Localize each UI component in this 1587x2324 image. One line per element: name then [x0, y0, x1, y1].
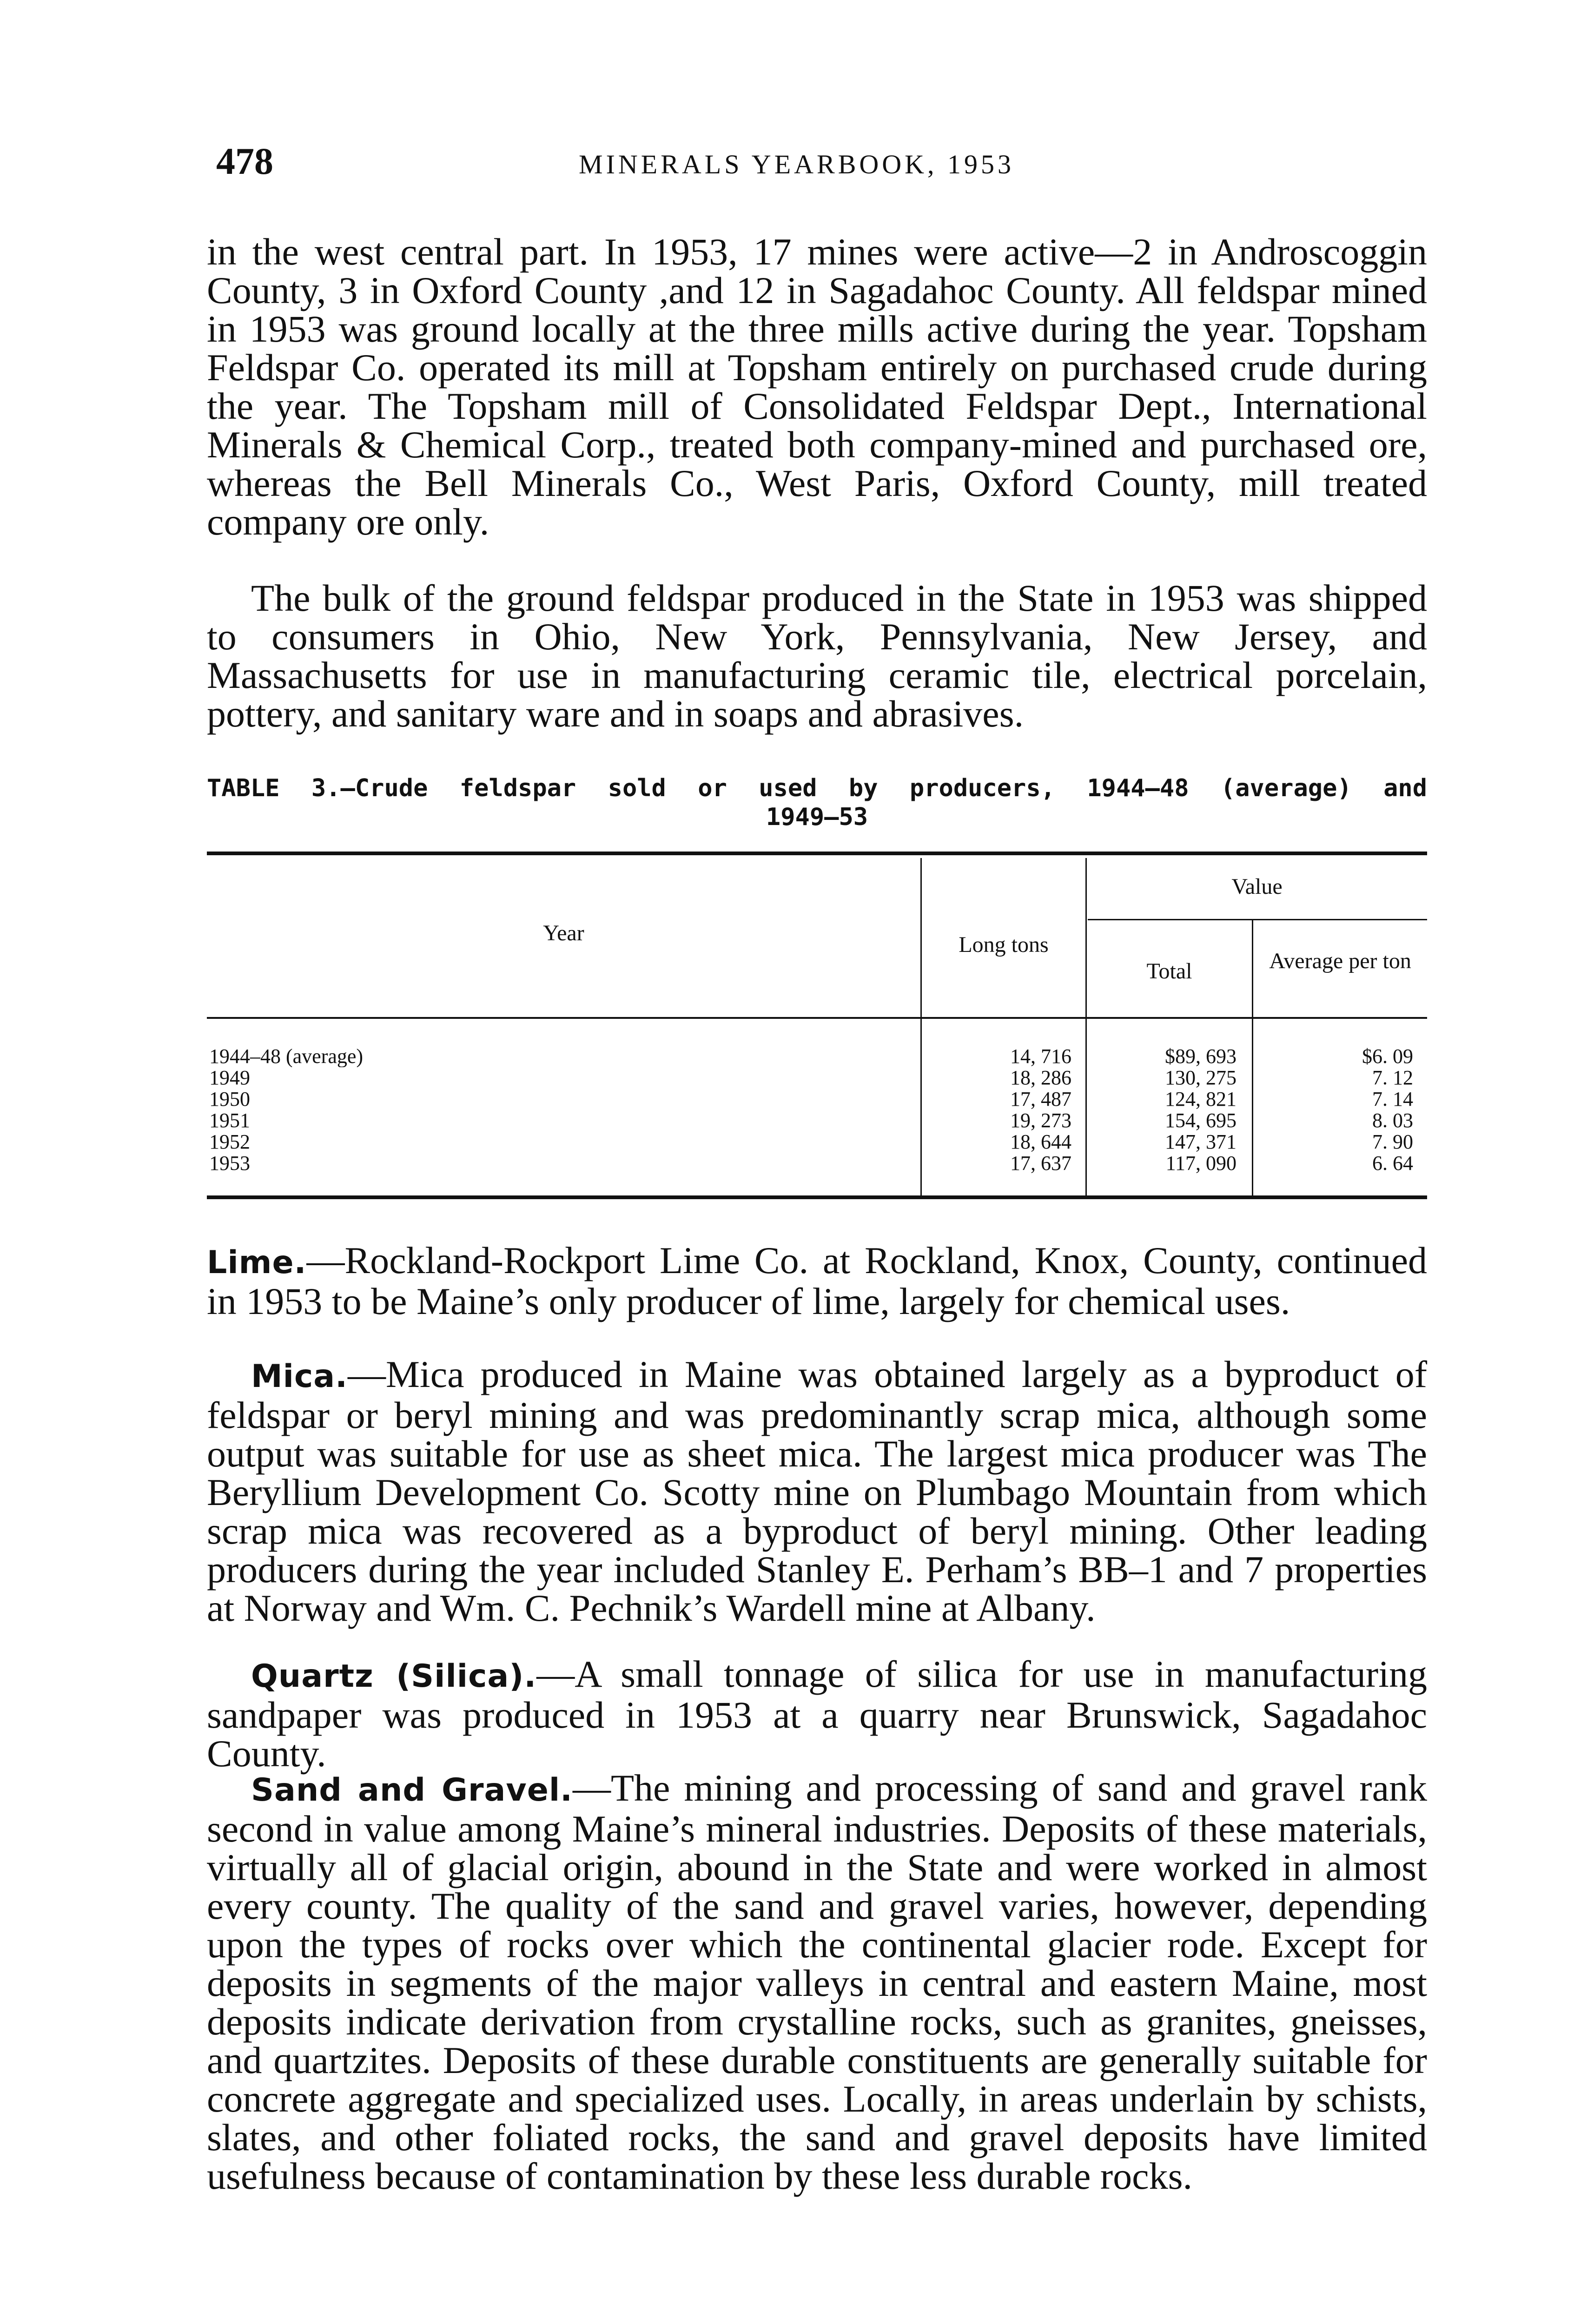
header-average-per-ton: Average per ton: [1269, 949, 1411, 973]
table-header-rule: [207, 1017, 1427, 1019]
table-row: [207, 1067, 1427, 1089]
section-text: —The mining and processing of sand and gravel rank second in value among Maine’s mineral industries. Deposits of these materials, virtually all of glacial origin, abound in the State and were worked in almost every county. The quality of the sand and gravel varies, however, depending upon the types of rocks over which the continental glacier rode. Except for deposits in segments of the major valleys in central and eastern Maine, most deposits indicate derivation from crystalline rocks, such as granites, gneisses, and quartzites. Deposits of these durable constituents are generally suitable for concrete aggregate and specialized uses. Locally, in areas underlain by schists, slates, and other foliated rocks, the sand and gravel deposits have limited usefulness because of contamination by these less durable rocks.: [207, 1767, 1427, 2197]
cell-long-tons: 18, 644: [1010, 1130, 1071, 1153]
cell-average: $6. 09: [1362, 1045, 1413, 1068]
table-caption: [207, 774, 1427, 832]
cell-total: $89, 693: [1165, 1045, 1237, 1068]
section-text: —A small tonnage of silica for use in manufacturing sandpaper was produced in 1953 at a quarry near Brunswick, Sagadahoc County.: [207, 1653, 1428, 1775]
cell-year: 1950: [209, 1089, 252, 1110]
section-lime: [207, 1241, 1427, 1320]
running-title: MINERALS YEARBOOK, 1953: [579, 149, 1015, 179]
section-head: Mica.: [251, 1358, 348, 1395]
cell-average: 6. 64: [1372, 1152, 1413, 1175]
section-text: —Rockland-Rockport Lime Co. at Rockland, Knox, County, continued in 1953 to be Maine’s only producer of lime, largely for chemical uses.: [207, 1239, 1427, 1322]
section-head: Lime.: [207, 1244, 307, 1281]
cell-year: 1953: [209, 1153, 252, 1174]
cell-total: 117, 090: [1165, 1152, 1237, 1175]
cell-year: 1951: [209, 1110, 252, 1131]
section-sand-gravel: [207, 1769, 1427, 2195]
table-row: [207, 1131, 1427, 1153]
cell-total: 130, 275: [1165, 1066, 1237, 1089]
header-year: Year: [543, 921, 584, 945]
section-mica: [207, 1355, 1427, 1627]
section-quartz: [207, 1655, 1427, 1773]
cell-long-tons: 14, 716: [1010, 1045, 1071, 1068]
section-text: —Mica produced in Maine was obtained largely as a byproduct of feldspar or beryl mining and was predominantly scrap mica, although some output was suitable for use as sheet mica. The largest mica producer was The Beryllium Development Co. Scotty mine on Plumbago Mountain from which scrap mica was recovered as a byproduct of beryl mining. Other leading producers during the year included Stanley E. Perham’s BB–1 and 7 properties at Norway and Wm. C. Pechnik’s Wardell mine at Albany.: [207, 1353, 1427, 1629]
table-bottom-rule: [207, 1195, 1427, 1199]
value-header-rule: [1088, 919, 1427, 920]
paragraph-text: The bulk of the ground feldspar produced in the State in 1953 was shipped to consumers in Ohio, New York, Pennsylvania, New Jersey, and Massachusetts for use in manufacturing ceramic tile, electrical porcelain, pottery, and sanitary ware and in soaps and abrasives.: [207, 577, 1427, 735]
table-row: [207, 1046, 1427, 1067]
cell-long-tons: 18, 286: [1010, 1066, 1071, 1089]
cell-long-tons: 17, 637: [1010, 1152, 1071, 1175]
cell-year: 1952: [209, 1131, 252, 1153]
table-caption-line2: 1949–53: [766, 803, 868, 831]
cell-long-tons: 19, 273: [1010, 1109, 1071, 1132]
page-number: 478: [216, 140, 273, 182]
section-head: Quartz (Silica).: [251, 1658, 537, 1695]
header-total: Total: [1146, 959, 1192, 984]
cell-year: 1944–48 (average): [209, 1046, 365, 1067]
table-top-rule: [207, 852, 1427, 855]
cell-total: 124, 821: [1165, 1088, 1237, 1110]
feldspar-table: [207, 852, 1427, 1209]
cell-total: 154, 695: [1165, 1109, 1237, 1132]
cell-total: 147, 371: [1165, 1130, 1237, 1153]
table-row: [207, 1089, 1427, 1110]
cell-average: 7. 14: [1372, 1088, 1413, 1110]
section-head: Sand and Gravel.: [251, 1772, 573, 1809]
table-row: [207, 1110, 1427, 1131]
cell-average: 8. 03: [1372, 1109, 1413, 1132]
cell-long-tons: 17, 487: [1010, 1088, 1071, 1110]
table-row: [207, 1153, 1427, 1174]
paragraph-text: in the west central part. In 1953, 17 mines were active—2 in Androscoggin County, 3 in Oxford County ,and 12 in Sagadahoc County. All feldspar mined in 1953 was ground locally at the three mills active during the year. Topsham Feldspar Co. operated its mill at Topsham entirely on purchased crude during the year. The Topsham mill of Consolidated Feldspar Dept., International Minerals & Chemical Corp., treated both company-mined and purchased ore, whereas the Bell Minerals Co., West Paris, Oxford County, mill treated company ore only.: [207, 231, 1427, 543]
header-value: Value: [1231, 874, 1283, 899]
paragraph-feldspar-shipments: [207, 579, 1427, 733]
cell-year: 1949: [209, 1067, 252, 1089]
cell-average: 7. 90: [1372, 1130, 1413, 1153]
header-long-tons: Long tons: [959, 932, 1049, 957]
running-head: [216, 139, 1425, 191]
table-caption-line1: TABLE 3.—Crude feldspar sold or used by producers, 1944–48 (average) and: [207, 774, 1427, 802]
paragraph-feldspar-mines: [207, 232, 1427, 541]
cell-average: 7. 12: [1372, 1066, 1413, 1089]
